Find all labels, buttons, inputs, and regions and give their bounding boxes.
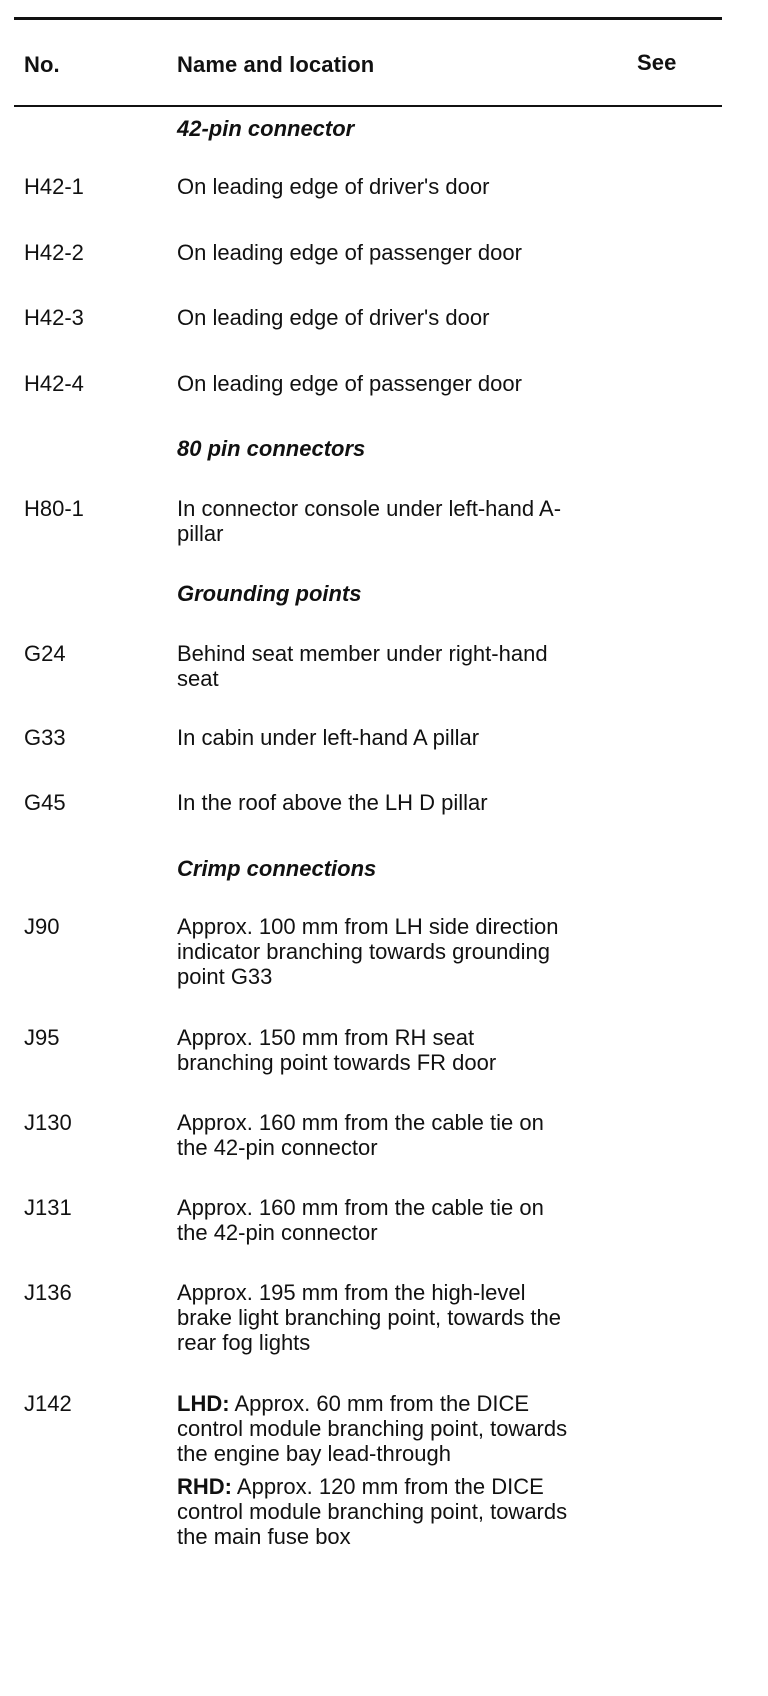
row-description: In the roof above the LH D pillar: [177, 790, 488, 815]
row-description: [177, 1110, 657, 1160]
rhd-label: RHD:: [177, 1474, 232, 1499]
section-heading-grounding: Grounding points: [177, 581, 362, 606]
section-heading-crimp: Crimp connections: [177, 856, 377, 881]
description-line: brake light branching point, towards the: [177, 1305, 562, 1330]
row-description: On leading edge of driver's door: [177, 305, 490, 330]
row-description: [177, 641, 657, 691]
row-number: G33: [24, 725, 66, 750]
description-line: branching point towards FR door: [177, 1050, 497, 1075]
row-number: J142: [24, 1391, 72, 1416]
row-description: [177, 1025, 657, 1075]
description-line: Behind seat member under right-hand: [177, 641, 548, 666]
table-top-rule: [14, 17, 722, 20]
column-header-no: No.: [24, 52, 60, 77]
rhd-text: Approx. 120 mm from the DICE: [236, 1474, 544, 1499]
description-line: the 42-pin connector: [177, 1220, 378, 1245]
column-header-name: Name and location: [177, 52, 375, 77]
description-line: Approx. 100 mm from LH side direction: [177, 914, 559, 939]
section-heading-80-pin: 80 pin connectors: [177, 436, 366, 461]
row-description: [177, 496, 657, 546]
row-description: [177, 1280, 657, 1355]
description-line: In connector console under left-hand A-: [177, 496, 562, 521]
row-number: J95: [24, 1025, 60, 1050]
description-line: the engine bay lead-through: [177, 1441, 451, 1466]
row-number: G24: [24, 641, 66, 666]
description-line: the 42-pin connector: [177, 1135, 378, 1160]
lhd-label: LHD:: [177, 1391, 230, 1416]
description-line: control module branching point, towards: [177, 1499, 568, 1524]
section-heading-42-pin: 42-pin connector: [177, 116, 355, 141]
description-line: indicator branching towards grounding: [177, 939, 551, 964]
row-description: On leading edge of driver's door: [177, 174, 490, 199]
row-number: H42-1: [24, 174, 84, 199]
description-line: Approx. 160 mm from the cable tie on: [177, 1110, 544, 1135]
description-line: Approx. 195 mm from the high-level: [177, 1280, 526, 1305]
row-number: H42-3: [24, 305, 84, 330]
description-line: Approx. 160 mm from the cable tie on: [177, 1195, 544, 1220]
description-line: point G33: [177, 964, 273, 989]
column-header-see: See: [637, 50, 677, 75]
row-number: J131: [24, 1195, 72, 1220]
row-number: H42-4: [24, 371, 84, 396]
description-line: [177, 1391, 657, 1416]
row-description: [177, 914, 657, 989]
description-line: Approx. 150 mm from RH seat: [177, 1025, 475, 1050]
table-header-rule: [14, 105, 722, 107]
row-number: J90: [24, 914, 60, 939]
row-description: [177, 1195, 657, 1245]
description-line: rear fog lights: [177, 1330, 311, 1355]
row-description: On leading edge of passenger door: [177, 371, 522, 396]
description-line: control module branching point, towards: [177, 1416, 568, 1441]
description-line: pillar: [177, 521, 224, 546]
row-number: J136: [24, 1280, 72, 1305]
row-description: On leading edge of passenger door: [177, 240, 522, 265]
row-description: In cabin under left-hand A pillar: [177, 725, 480, 750]
description-line: seat: [177, 666, 219, 691]
row-number: J130: [24, 1110, 72, 1135]
description-line: [177, 1474, 657, 1499]
row-number: H80-1: [24, 496, 84, 521]
row-number: H42-2: [24, 240, 84, 265]
lhd-text: Approx. 60 mm from the DICE: [234, 1391, 530, 1416]
row-number: G45: [24, 790, 66, 815]
spacer: [177, 1466, 657, 1474]
row-description: [177, 1391, 657, 1549]
description-line: the main fuse box: [177, 1524, 351, 1549]
